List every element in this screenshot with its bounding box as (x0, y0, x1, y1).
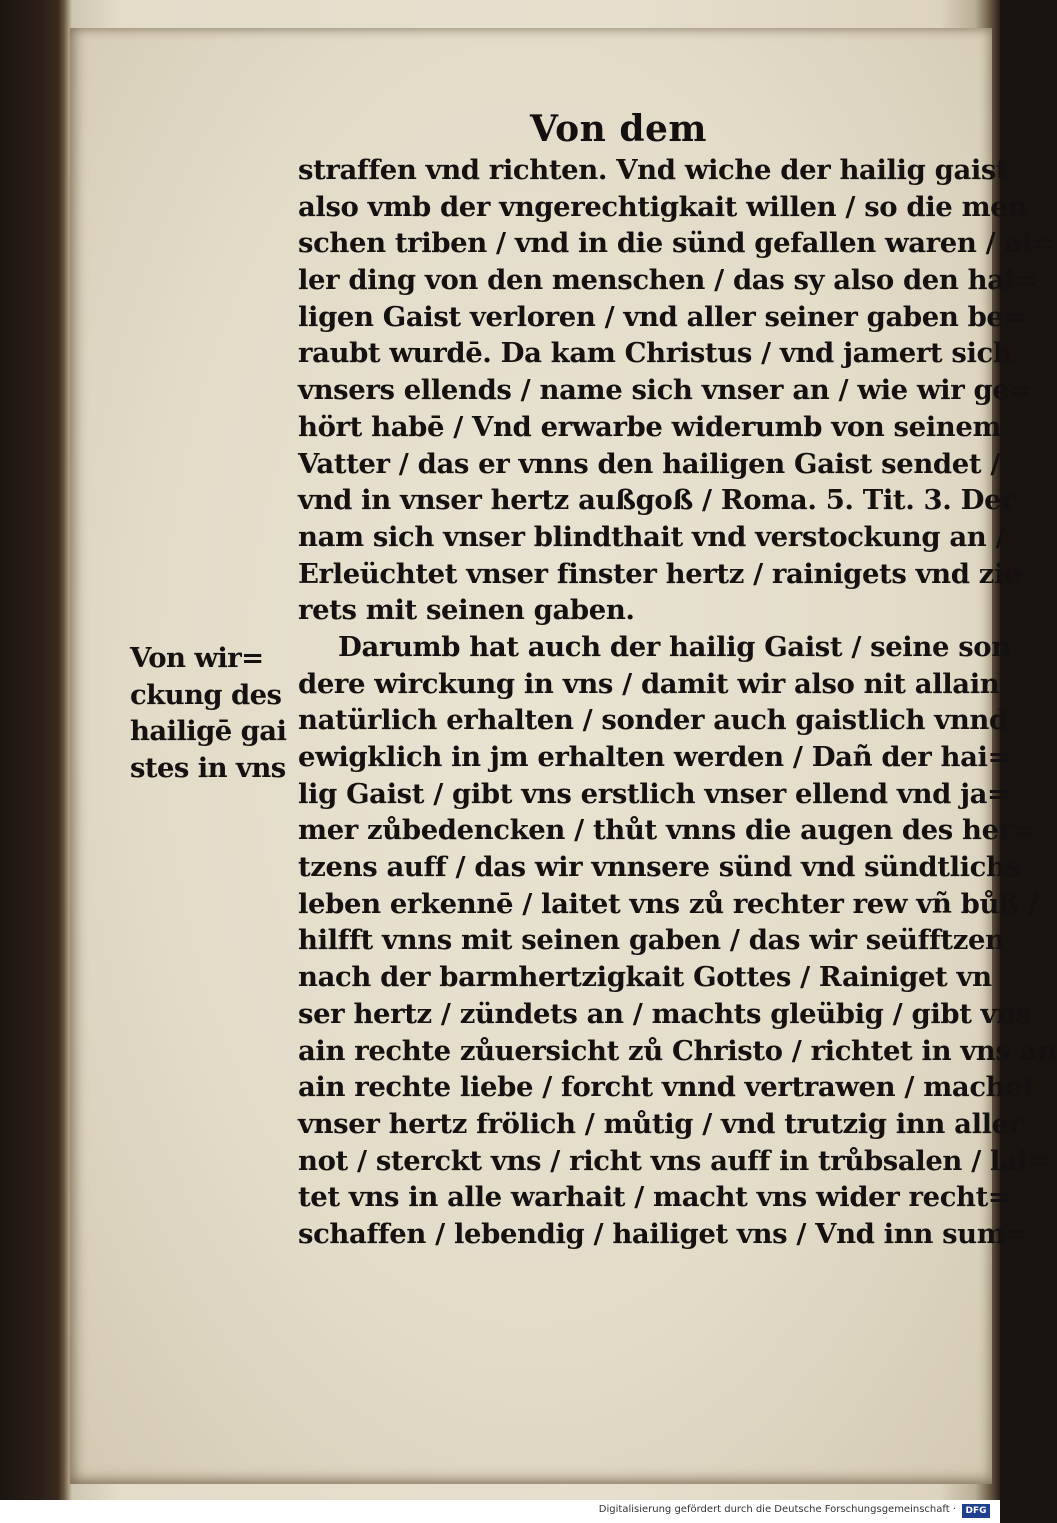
margin-note-line: stes in vns (130, 752, 286, 785)
text-line: schaffen / lebendig / hailiget vns / Vnd inn sum= (298, 1217, 1029, 1250)
text-line: straffen vnd richten. Vnd wiche der hailig gaist (298, 154, 1009, 186)
text-line: leben erkennē / laitet vns zů rechter rew vñ bůß / (298, 887, 1039, 920)
text-line: natürlich erhalten / sonder auch gaistlich vnnd (298, 704, 1008, 737)
text-line: hört habē / Vnd erwarbe widerumb von seinem (298, 410, 1002, 443)
text-line: ain rechte zůuersicht zů Christo / richtet in vns an (298, 1034, 1057, 1067)
text-line: ler ding von den menschen / das sy also den hai= (298, 264, 1038, 297)
text-line: nach der barmhertzigkait Gottes / Rainiget vn (298, 961, 992, 994)
footer-bar (0, 1500, 1000, 1523)
text-line: nam sich vnser blindthait vnd verstockung an / (298, 520, 1006, 553)
margin-note (130, 640, 290, 787)
dfg-logo: DFG (962, 1504, 990, 1518)
text-line: not / sterckt vns / richt vns auff in trůbsalen / lai= (298, 1144, 1051, 1177)
text-line: schen triben / vnd in die sünd gefallen waren / al= (298, 227, 1055, 260)
text-line: also vmb der vngerechtigkait willen / so die men (298, 190, 1027, 223)
funding-credit: Digitalisierung gefördert durch die Deutsche Forschungsgemeinschaft · (598, 1504, 956, 1515)
text-line: rets mit seinen gaben. (298, 594, 635, 627)
text-line: hilfft vnns mit seinen gaben / das wir seüfftzen (298, 924, 1005, 957)
text-line: Vatter / das er vnns den hailigen Gaist sendet / (298, 447, 1000, 480)
text-line: lig Gaist / gibt vns erstlich vnser ellend vnd ja= (298, 777, 1010, 810)
text-line: vnsers ellends / name sich vnser an / wie wir ge= (298, 374, 1033, 407)
text-line: ewigklich in jm erhalten werden / Dañ der hai= (298, 741, 1011, 773)
text-line: ligen Gaist verloren / vnd aller seiner gaben be= (298, 300, 1027, 333)
margin-note-line: ckung des (130, 678, 282, 711)
text-line: mer zůbedencken / thůt vnns die augen des her= (298, 814, 1036, 847)
text-line: dere wirckung in vns / damit wir also nit allain (298, 667, 1000, 700)
text-line: tzens auff / das wir vnnsere sünd vnd sündtlichs (298, 851, 1021, 884)
running-head: Von dem (530, 108, 708, 150)
text-line: vnd in vnser hertz außgoß / Roma. 5. Tit. 3. Der (298, 484, 1016, 517)
text-line: ser hertz / zündets an / machts gleübig / gibt vns (298, 997, 1031, 1030)
text-line: tet vns in alle warhait / macht vns wider recht= (298, 1181, 1011, 1214)
paragraph-start-line: Darumb hat auch der hailig Gaist / seine son (338, 630, 1011, 663)
text-line: raubt wurdē. Da kam Christus / vnd jamert sich (298, 337, 1013, 370)
margin-note-line: hailigē gai (130, 715, 287, 748)
text-line: ain rechte liebe / forcht vnnd vertrawen / machet (298, 1071, 1035, 1104)
margin-note-line: Von wir= (130, 642, 264, 674)
text-line: Erleüchtet vnser finster hertz / rainigets vnd zie (298, 557, 1022, 590)
body-text (298, 152, 1057, 1253)
text-line: vnser hertz frölich / můtig / vnd trutzig inn aller (298, 1107, 1023, 1140)
